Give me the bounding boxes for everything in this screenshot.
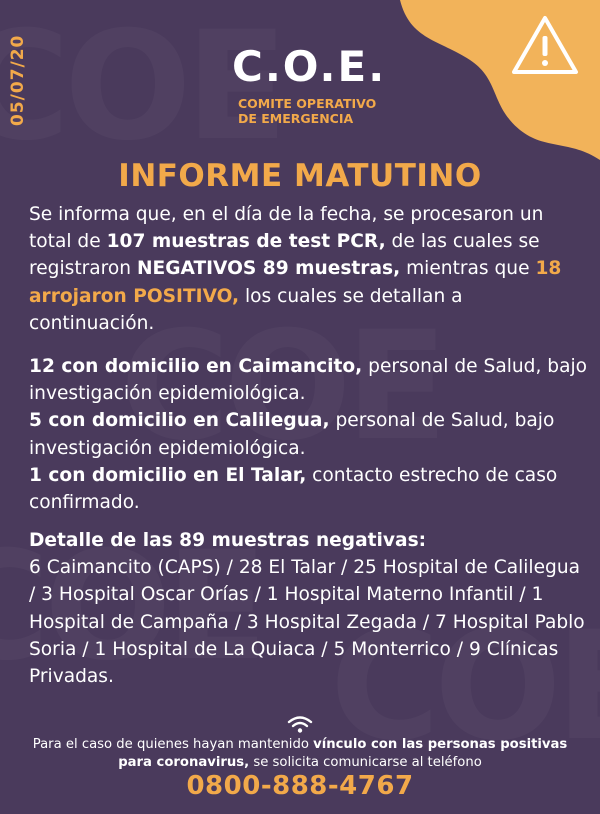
coe-logo-subtitle: COMITE OPERATIVO DE EMERGENCIA <box>238 96 377 126</box>
report-title: INFORME MATUTINO <box>118 158 482 194</box>
intro-paragraph: Se informa que, en el día de la fecha, se procesaron un total de 107 muestras de test PCR, de las cuales se registraron NEGATIVOS 89 muestras, mientras que 18 arrojaron POSITIVO, los cuales se detallan a continuación. <box>29 204 562 334</box>
coe-logo: C.O.E. <box>232 42 387 91</box>
warning-icon <box>510 14 580 76</box>
positive-item: 5 con domicilio en Calilegua, personal de Salud, bajo investigación epidemiológica. <box>29 410 555 459</box>
positive-item: 12 con domicilio en Caimancito, personal de Salud, bajo investigación epidemiológica. <box>29 356 588 405</box>
wifi-icon <box>287 716 313 734</box>
positive-item: 1 con domicilio en El Talar, contacto estrecho de caso confirmado. <box>29 464 558 514</box>
negatives-title: Detalle de las 89 muestras negativas: <box>29 530 427 551</box>
negatives-detail: 6 Caimancito (CAPS) / 28 El Talar / 25 Hospital de Calilegua / 3 Hospital Oscar Orías / 1 Hospital Materno Infantil / 1 Hospital de Campaña / 3 Hospital Zegada / 7 Hospital Pablo Soria / 1 Hospital de La Quiaca / 5 Monterrico / 9 Clínicas Privadas. <box>29 557 585 688</box>
negatives-section <box>29 527 589 690</box>
report-date: 05/07/20 <box>8 34 28 126</box>
contact-phone: 0800-888-4767 <box>186 771 414 801</box>
contact-note: Para el caso de quienes hayan mantenido vínculo con las personas positivas para coronavirus, se solicita comunicarse al teléfono <box>32 737 568 770</box>
positives-list <box>29 353 589 516</box>
